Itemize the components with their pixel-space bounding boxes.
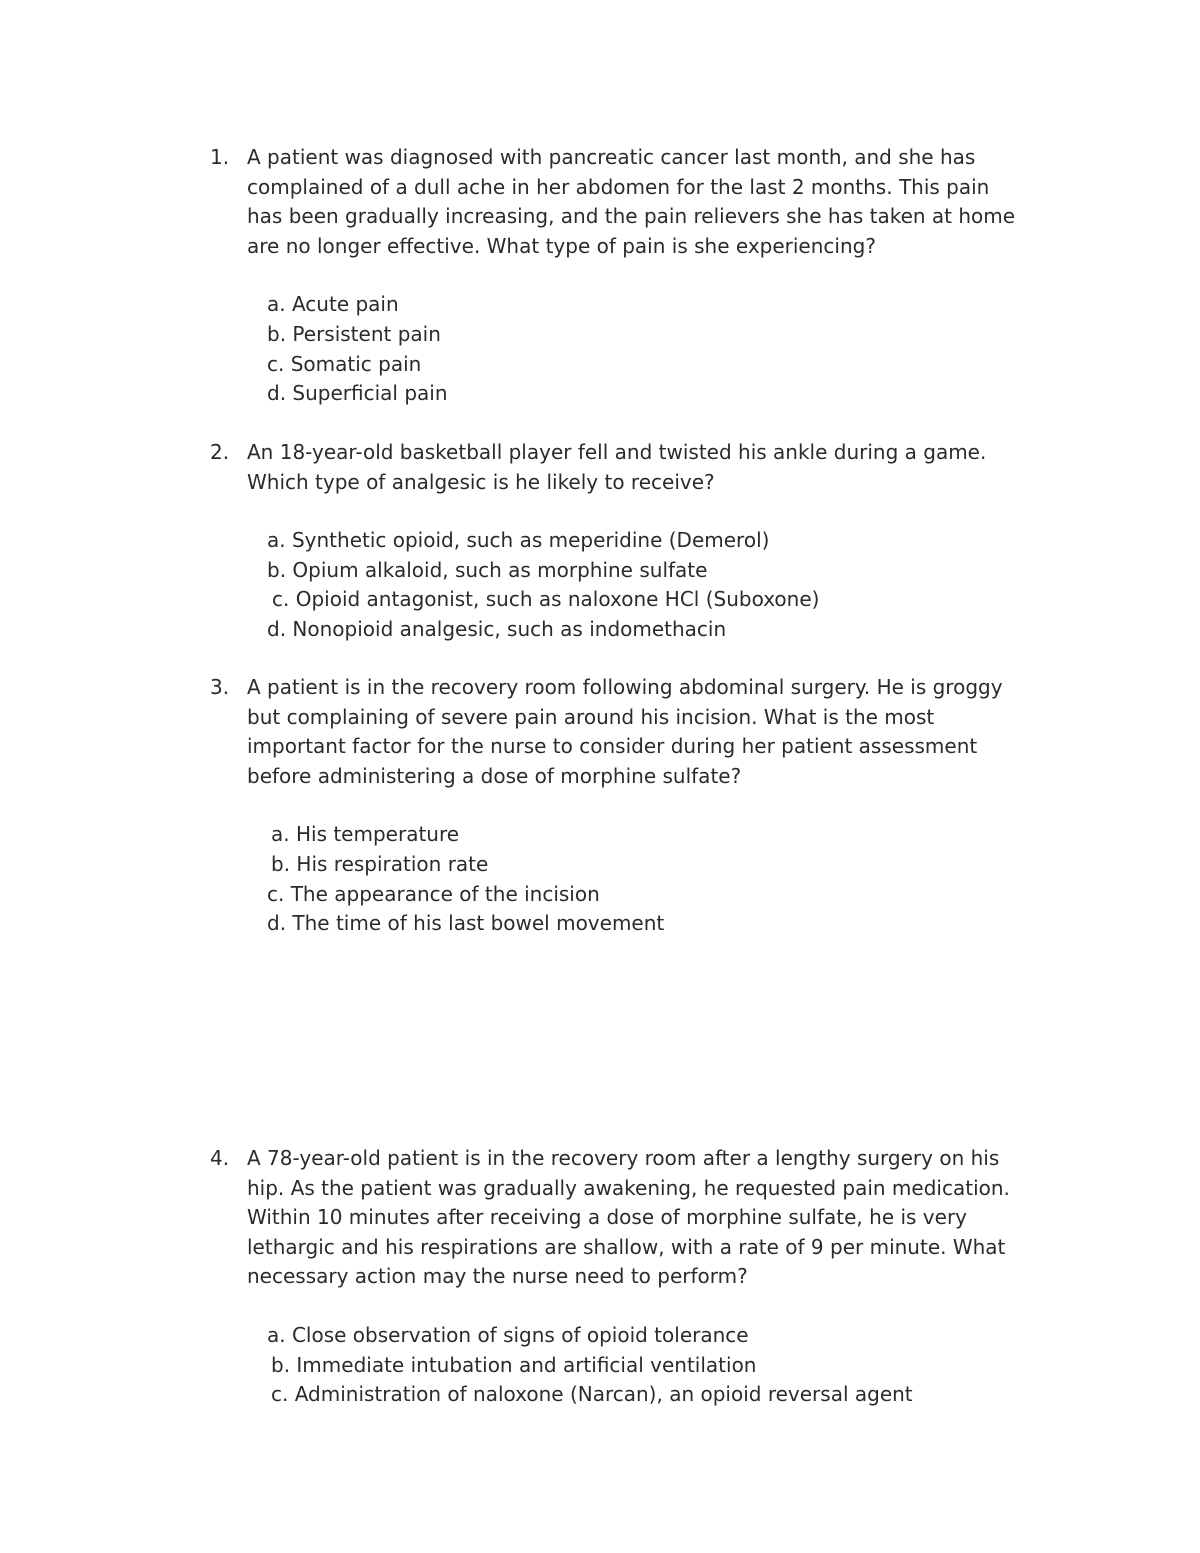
option-d: d. The time of his last bowel movement: [267, 911, 665, 936]
option-b: b. Opium alkaloid, such as morphine sulfate: [267, 557, 708, 582]
option-a: a. Acute pain: [267, 292, 399, 317]
option-d: d. Nonopioid analgesic, such as indomethacin: [267, 616, 727, 641]
question-text: A patient is in the recovery room following abdominal surgery. He is groggy but complaining of severe pain around his incision. What is the most important factor for the nurse to consider during her patient assessment before administering a dose of morphine sulfate?: [247, 675, 1003, 788]
option-c: c. Somatic pain: [267, 351, 422, 376]
question-text: An 18-year-old basketball player fell and twisted his ankle during a game. Which type of analgesic is he likely to receive?: [247, 440, 987, 494]
option-c: c. Opioid antagonist, such as naloxone HCl (Suboxone): [272, 587, 820, 612]
question-1: [210, 143, 1030, 409]
question-3: [210, 673, 1030, 939]
option-c: c. Administration of naloxone (Narcan), an opioid reversal agent: [271, 1382, 913, 1407]
question-text: A patient was diagnosed with pancreatic cancer last month, and she has complained of a dull ache in her abdomen for the last 2 months. This pain has been gradually increasing, and the pain relievers she has taken at home are no longer effective. What type of pain is she experiencing?: [247, 145, 1016, 258]
answer-options: [267, 290, 1030, 408]
option-a: a. His temperature: [271, 822, 460, 847]
option-a: a. Close observation of signs of opioid tolerance: [267, 1322, 749, 1347]
question-2: [210, 438, 1030, 645]
option-c: c. The appearance of the incision: [267, 881, 600, 906]
answer-options: [267, 1321, 1030, 1410]
answer-options: [267, 820, 1030, 938]
question-number: 4.: [210, 1146, 230, 1170]
question-4: [210, 1144, 1030, 1410]
option-b: b. Immediate intubation and artificial ventilation: [271, 1352, 757, 1377]
option-d: d. Superficial pain: [267, 381, 448, 406]
question-text: A 78-year-old patient is in the recovery room after a lengthy surgery on his hip. As the patient was gradually awakening, he requested pain medication. Within 10 minutes after receiving a dose of morphine sulfate, he is very lethargic and his respirations are shallow, with a rate of 9 per minute. What necessary action may the nurse need to perform?: [247, 1146, 1010, 1289]
option-a: a. Synthetic opioid, such as meperidine (Demerol): [267, 528, 770, 553]
question-number: 3.: [210, 675, 230, 699]
answer-options: [267, 526, 1030, 644]
question-number: 1.: [210, 145, 230, 169]
option-b: b. Persistent pain: [267, 321, 441, 346]
question-number: 2.: [210, 440, 230, 464]
option-b: b. His respiration rate: [271, 851, 489, 876]
